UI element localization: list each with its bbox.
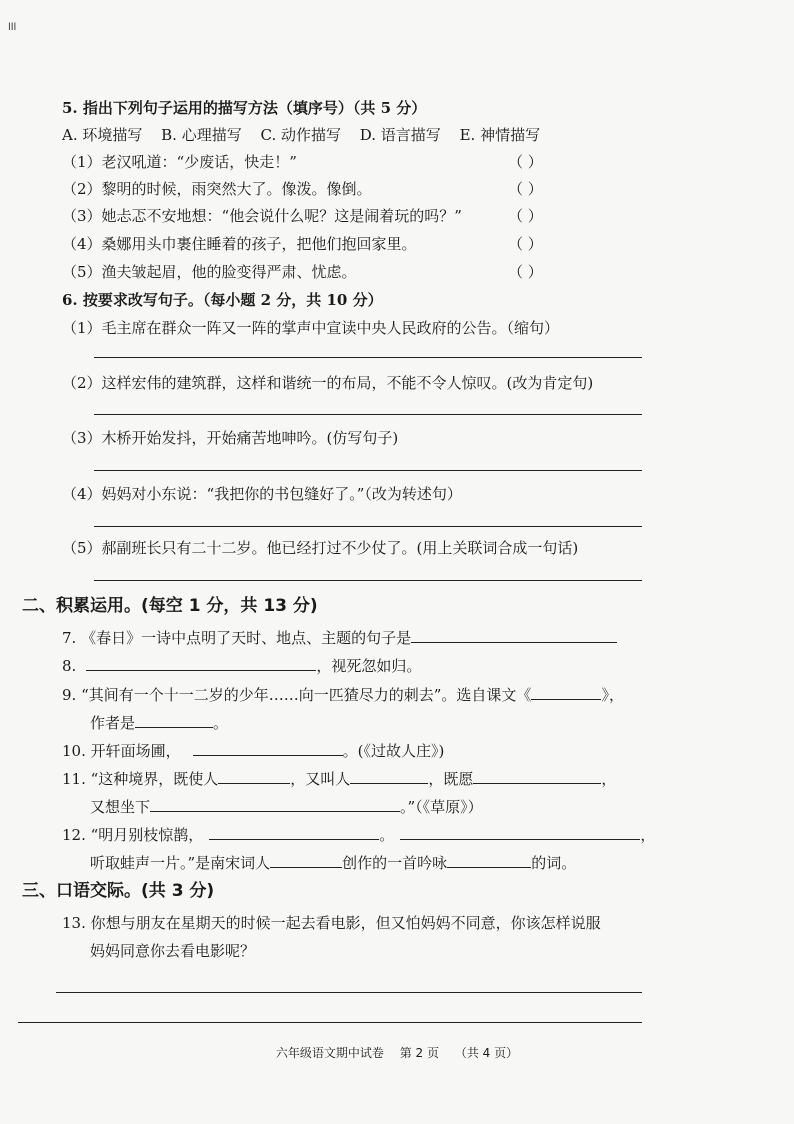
q9-author <box>90 711 228 733</box>
q6-answer-line-2[interactable] <box>94 414 642 415</box>
q5-option-a: A. 环境描写 <box>62 126 143 144</box>
q8-num: 8. <box>62 657 77 675</box>
q5-options <box>62 125 554 145</box>
q8-tail: ，视死忽如归。 <box>316 657 422 675</box>
q6-item-4: （4）妈妈对小东说：“我把你的书包缝好了。”（改为转述句） <box>62 485 462 503</box>
q6-answer-line-3[interactable] <box>94 470 642 471</box>
q5-answer-4[interactable]: （ ） <box>508 235 543 253</box>
q6-answer-line-1[interactable] <box>94 357 642 358</box>
q6-item-1: （1）毛主席在群众一阵又一阵的掌声中宣读中央人民政府的公告。（缩句） <box>62 319 560 337</box>
q11-blank-2[interactable] <box>350 767 428 784</box>
footer-page-total: （共 4 页） <box>454 1046 519 1060</box>
q5-item-1: （1）老汉吼道：“少废话，快走！” <box>62 153 297 171</box>
q5-answer-1[interactable]: （ ） <box>508 153 543 171</box>
q9-text: 9. “其间有一个十一二岁的少年……向一匹猹尽力的刺去”。选自课文 <box>62 686 517 704</box>
q12-text-b: 。 <box>379 826 395 844</box>
q12-text-c: ， <box>640 826 656 844</box>
q5-option-c: C. 动作描写 <box>260 126 341 144</box>
q12-blank-3[interactable] <box>270 851 342 868</box>
q6-title: 6. 按要求改写句子。（每小题 2 分，共 10 分） <box>62 291 383 309</box>
q7-text: 7. 《春日》一诗中点明了天时、地点、主题的句子是 <box>62 629 412 647</box>
q9-end: 。 <box>213 714 229 732</box>
q8-blank[interactable] <box>86 654 316 671</box>
q11-blank-3[interactable] <box>473 767 601 784</box>
q11-blank-4[interactable] <box>150 795 400 812</box>
q11-blank-1[interactable] <box>218 767 290 784</box>
section-2-heading: 二、积累运用。(每空 1 分，共 13 分) <box>22 596 318 616</box>
q9-author-label: 作者是 <box>90 714 136 732</box>
q10 <box>62 739 444 761</box>
q6-item-5: （5）郝副班长只有二十二岁。他已经打过不少仗了。(用上关联词合成一句话) <box>62 539 579 557</box>
q11-text-f: 。”（《草原》） <box>400 798 483 816</box>
q12-blank-1[interactable] <box>209 823 379 840</box>
q9-open: 《 <box>516 686 532 704</box>
q12-blank-4[interactable] <box>447 851 531 868</box>
q5-item-3: （3）她忐忑不安地想：“他会说什么呢？这是闹着玩的吗？” <box>62 207 462 225</box>
q7 <box>62 626 617 648</box>
q9-close: 》， <box>601 686 624 704</box>
q9 <box>62 683 624 705</box>
q12-blank-2[interactable] <box>400 823 640 840</box>
footer-exam-name: 六年级语文期中试卷 <box>275 1046 384 1060</box>
q11-text-c: ，既愿 <box>428 770 474 788</box>
q6-item-3: （3）木桥开始发抖，开始痛苦地呻吟。(仿写句子) <box>62 429 399 447</box>
q11-cont <box>90 795 483 817</box>
page-footer <box>0 1044 794 1061</box>
q5-title: 5. 指出下列句子运用的描写方法（填序号）（共 5 分） <box>62 99 427 117</box>
q6-item-2: （2）这样宏伟的建筑群，这样和谐统一的布局，不能不令人惊叹。(改为肯定句) <box>62 374 594 392</box>
footer-page-number: 第 2 页 <box>399 1046 439 1060</box>
q5-option-b: B. 心理描写 <box>161 126 242 144</box>
q12-text-d: 听取蛙声一片。”是南宋词人 <box>90 854 271 872</box>
q11-text-d: ， <box>601 770 617 788</box>
q12-text-a: 12. “明月别枝惊鹊， <box>62 826 204 844</box>
q10-tail: 。(《过故人庄》) <box>342 742 445 760</box>
q12-text-e: 创作的一首吟咏 <box>342 854 448 872</box>
q10-text: 10. 开轩面场圃， <box>62 742 181 760</box>
section-3-heading: 三、口语交际。(共 3 分) <box>22 881 215 901</box>
q5-option-d: D. 语言描写 <box>359 126 441 144</box>
q9-title-blank[interactable] <box>531 683 601 700</box>
q5-item-2: （2）黎明的时候，雨突然大了。像泼。像倒。 <box>62 180 372 198</box>
q13-answer-line-2[interactable] <box>18 1022 642 1023</box>
q11 <box>62 767 616 789</box>
q5-answer-2[interactable]: （ ） <box>508 180 543 198</box>
q6-answer-line-4[interactable] <box>94 526 642 527</box>
q12-text-f: 的词。 <box>531 854 577 872</box>
corner-mark: lll <box>8 22 17 33</box>
q11-text-a: 11. “这种境界，既使人 <box>62 770 219 788</box>
q11-text-e: 又想坐下 <box>90 798 151 816</box>
q5-option-e: E. 神情描写 <box>459 126 541 144</box>
q10-blank[interactable] <box>193 739 343 756</box>
q6-answer-line-5[interactable] <box>94 580 642 581</box>
q5-answer-5[interactable]: （ ） <box>508 263 543 281</box>
q8 <box>62 654 421 676</box>
q7-blank[interactable] <box>411 626 617 643</box>
q13-line-2: 妈妈同意你去看电影呢？ <box>90 942 256 960</box>
q13-answer-line-1[interactable] <box>56 992 642 993</box>
q5-item-4: （4）桑娜用头巾裹住睡着的孩子，把他们抱回家里。 <box>62 235 417 253</box>
q5-answer-3[interactable]: （ ） <box>508 207 543 225</box>
q13-line-1: 13. 你想与朋友在星期天的时候一起去看电影，但又怕妈妈不同意，你该怎样说服 <box>62 914 601 932</box>
q12 <box>62 823 655 845</box>
q11-text-b: ，又叫人 <box>290 770 351 788</box>
q9-author-blank[interactable] <box>135 711 213 728</box>
q12-cont <box>90 851 576 873</box>
q5-item-5: （5）渔夫皱起眉，他的脸变得严肃、忧虑。 <box>62 263 357 281</box>
